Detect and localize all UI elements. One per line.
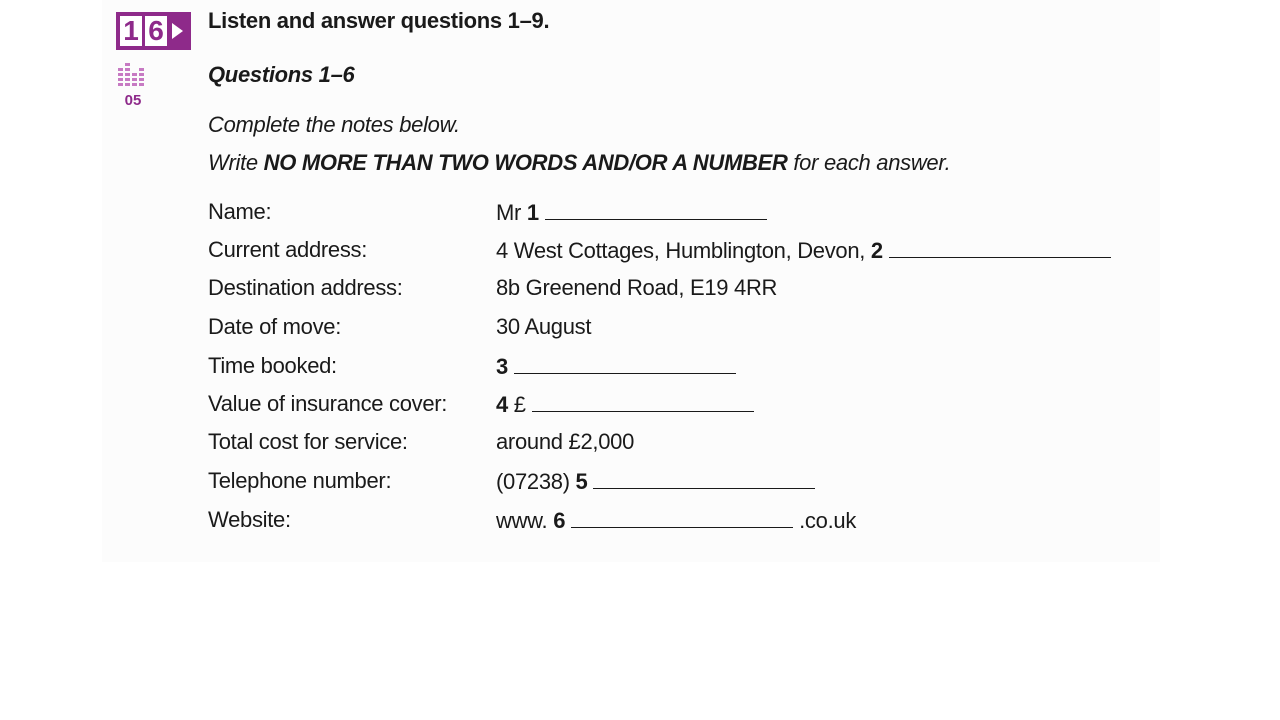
row-value [496,351,742,382]
row-label: Current address: [208,237,368,262]
question-number: 1 [526,200,539,225]
row-value: 8b Greenend Road, E19 4RR [496,275,778,300]
row-label: Date of move: [208,314,342,339]
questions-subheading: Questions 1–6 [208,62,355,87]
page-heading: Listen and answer questions 1–9. [208,8,550,33]
row-label: Destination address: [208,275,403,300]
row-label: Value of insurance cover: [208,391,448,416]
question-number: 5 [575,469,588,494]
row-label: Time booked: [208,353,337,378]
row-value: 4 £ [496,389,760,420]
row-value: (07238) 5 [496,466,821,497]
badge-digit-first: 1 [120,16,142,46]
answer-blank-6[interactable] [571,505,793,528]
answer-blank-4[interactable] [532,389,754,412]
instruction-line-1: Complete the notes below. [208,112,460,137]
row-value: 30 August [496,314,592,339]
answer-blank-1[interactable] [545,197,767,220]
row-value: 4 West Cottages, Humblington, Devon, 2 [496,235,1117,266]
audio-track-icon [117,62,149,92]
row-value: www. 6 .co.uk [496,505,856,536]
instruction-line-2: Write NO MORE THAN TWO WORDS AND/OR A NUMBER for each answer. [208,150,951,175]
answer-blank-2[interactable] [889,235,1111,258]
track-badge[interactable] [116,12,191,50]
answer-blank-5[interactable] [593,466,815,489]
instruction-emphasis: NO MORE THAN TWO WORDS AND/OR A NUMBER [263,150,788,175]
question-number: 2 [870,238,883,263]
row-label: Telephone number: [208,468,392,493]
question-number: 3 [496,354,508,379]
row-value: Mr 1 [496,197,773,228]
play-icon [172,23,183,39]
answer-blank-3[interactable] [514,351,736,374]
question-number: 4 [496,392,508,417]
badge-digit-second: 6 [145,16,167,46]
row-label: Total cost for service: [208,429,408,454]
question-number: 6 [553,508,566,533]
row-label: Website: [208,507,291,532]
row-value: around £2,000 [496,429,635,454]
track-number: 05 [124,92,142,109]
row-label: Name: [208,199,272,224]
